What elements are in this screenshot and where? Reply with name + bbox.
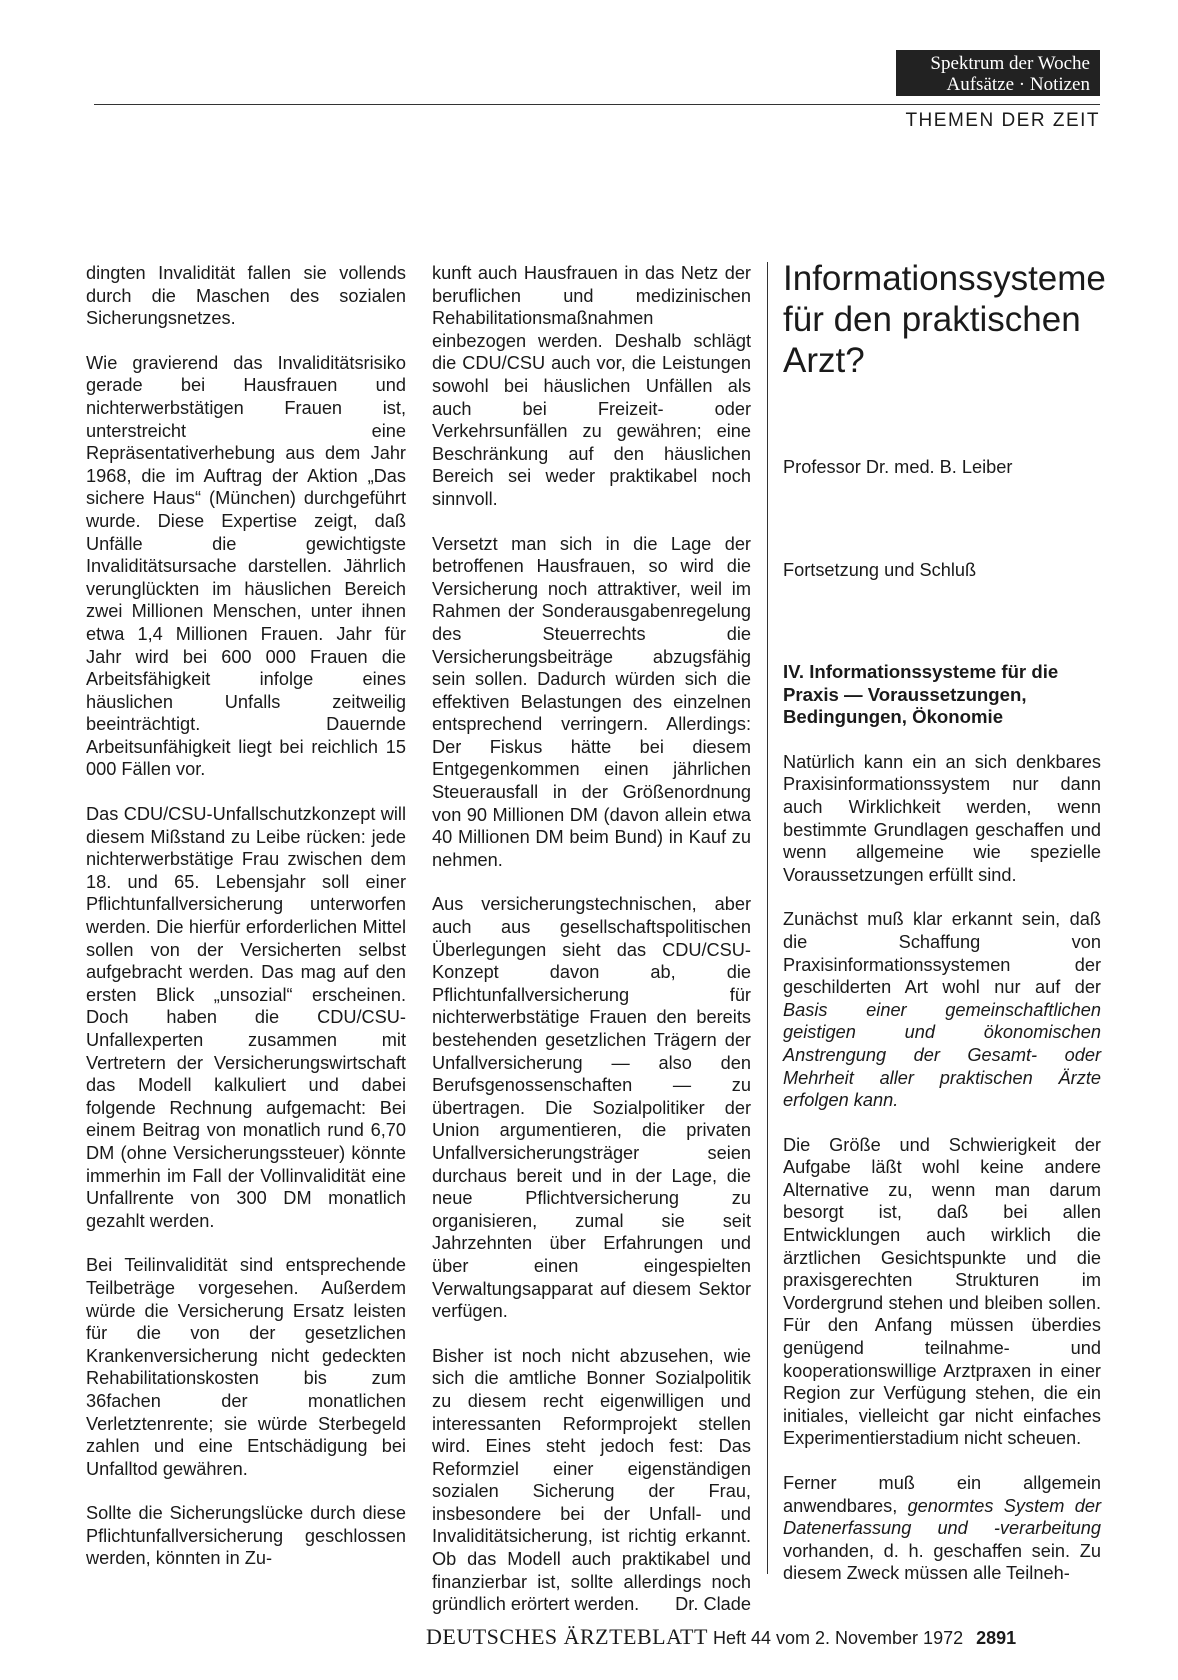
author-signature: Dr. Clade [675, 1594, 751, 1615]
paragraph: Sollte die Sicherungslücke durch diese Pflichtunfallversicherung geschlossen werden, könnten in Zu- [86, 1503, 406, 1569]
header-rule [94, 104, 1100, 105]
paragraph: Die Größe und Schwierigkeit der Aufgabe läßt wohl keine andere Alternative zu, wenn man darum besorgt ist, daß bei allen Entwicklungen auch wirklich die ärztlichen Gesichtspunkte und die praxisgerechten Strukturen im Vordergrund stehen und bleiben sollen. Für den Anfang müssen überdies genügend teilnahme- und kooperationswillige Arztpraxen in einer Region zur Verfügung stehen, die ein initiales, vielleicht gar nicht einfaches Experimentierstadium nicht scheuen. [783, 1134, 1101, 1449]
issue-info: Heft 44 vom 2. November 1972 [712, 1628, 964, 1648]
article-author: Professor Dr. med. B. Leiber [783, 457, 1013, 477]
column-1 [86, 262, 406, 1592]
continuation-note: Fortsetzung und Schluß [783, 560, 977, 580]
paragraph-text: Zunächst muß klar erkannt sein, daß die Schaffung von Praxisinformationssystemen der geschilderten Art wohl nur auf der [783, 909, 1101, 998]
page-footer [426, 1624, 1016, 1650]
paragraph: kunft auch Hausfrauen in das Netz der beruflichen und medizinischen Rehabilitationsmaßnahmen einbezogen werden. Deshalb schlägt die CDU/CSU auch vor, die Leistungen sowohl bei häuslichen Unfällen als auch bei Freizeit- oder Verkehrsunfällen zu gewähren; eine Beschränkung auf den häuslichen Bereich sei weder praktikabel noch sinnvoll. [432, 263, 751, 509]
paragraph-text: Bisher ist noch nicht abzusehen, wie sich die amtliche Bonner Sozialpolitik zu diesem recht eigenwilligen und interessanten Reformprojekt stellen wird. Eines steht jedoch fest: Das Reformziel einer eigenständigen sozialen Sicherung der Frau, insbesondere bei der Unfall- und Invaliditätsicherung, ist richtig erkannt. Ob das Modell auch praktikabel und finanzierbar ist, sollte allerdings noch gründlich erörtert werden. [432, 1345, 751, 1615]
column-divider [767, 262, 768, 1574]
paragraph: Versetzt man sich in die Lage der betroffenen Hausfrauen, so wird die Versicherung noch attraktiver, weil im Rahmen der Sonderausgabenregelung des Steuerrechts die Versicherungsbeiträge abzugsfähig sein sollen. Dadurch würden sich die effektiven Belastungen des einzelnen entsprechend verringern. Allerdings: Der Fiskus hätte bei diesem Entgegenkommen einen jährlichen Steuerausfall in der Größenordnung von 90 Millionen DM (davon allein etwa 40 Millionen DM beim Bund) in Kauf zu nehmen. [432, 533, 751, 870]
column-2 [432, 262, 751, 1638]
column-3 [783, 661, 1101, 1607]
section-title: THEMEN DER ZEIT [905, 110, 1100, 131]
emphasis-text: genormtes System der Datenerfassung und -verarbeitung [783, 1495, 1102, 1539]
paragraph [783, 908, 1101, 1111]
section-badge [896, 50, 1100, 96]
article-title: Informationssysteme für den praktischen Arzt? [783, 259, 1106, 380]
paragraph-text: vorhanden, d. h. geschaffen sein. Zu diesem Zweck müssen alle Teilneh- [783, 1540, 1101, 1584]
section-heading: IV. Informationssysteme für die Praxis — Voraussetzungen, Bedingungen, Ökonomie [783, 661, 1059, 728]
paragraph: Aus versicherungstechnischen, aber auch aus gesellschaftspolitischen Überlegungen sieht das CDU/CSU-Konzept davon ab, die Pflichtunfallversicherung für nichterwerbstätige Frauen den bereits bestehenden gesetzlichen Trägern der Unfallversicherung — also den Berufsgenossenschaften — zu übertragen. Die Sozialpolitiker der Union argumentieren, die privaten Unfallversicherungsträger seien durchaus bereit und in der Lage, die neue Pflichtversicherung zu organisieren, zumal sie seit Jahrzehnten über Erfahrungen und über einen eingespielten Verwaltungsapparat auf diesem Sektor verfügen. [432, 894, 751, 1322]
paragraph: dingten Invalidität fallen sie vollends durch die Maschen des sozialen Sicherungsnetzes. [86, 263, 406, 329]
paragraph: Das CDU/CSU-Unfallschutzkonzept will diesem Mißstand zu Leibe rücken: jede nichterwerbstätige Frau zwischen dem 18. und 65. Lebensjahr soll einer Pflichtunfallversicherung unterworfen werden. Die hierfür erforderlichen Mittel sollen von der Versicherten selbst aufgebracht werden. Das mag auf den ersten Blick „unsozial“ erscheinen. Doch haben die CDU/CSU-Unfallexperten zusammen mit Vertretern der Versicherungswirtschaft das Modell kalkuliert und dabei folgende Rechnung aufgemacht: Bei einem Beitrag von monatlich rund 6,70 DM (ohne Versicherungssteuer) könnte immerhin im Fall der Vollinvalidität eine Unfallrente von 300 DM monatlich gezahlt werden. [86, 804, 406, 1231]
emphasis-text: Basis einer gemeinschaftlichen geistigen und ökonomischen Anstrengung der Gesamt- oder Mehrheit aller praktischen Ärzte erfolgen kann. [783, 999, 1101, 1111]
paragraph [783, 1472, 1101, 1585]
paragraph: Wie gravierend das Invaliditätsrisiko gerade bei Hausfrauen und nichterwerbstätigen Frauen ist, unterstreicht eine Repräsentativerhebung aus dem Jahr 1968, die im Auftrag der Aktion „Das sichere Haus“ (München) durchgeführt wurde. Diese Expertise zeigt, daß Unfälle die gewichtigste Invaliditätsursache darstellen. Jährlich verunglückten im häuslichen Bereich zwei Millionen Menschen, unter ihnen etwa 1,4 Millionen Frauen. Jahr für Jahr wird bei 600 000 Frauen die Arbeitsfähigkeit infolge eines häuslichen Unfalls zeitweilig beeinträchtigt. Dauernde Arbeitsunfähigkeit liegt bei reichlich 15 000 Fällen vor. [86, 352, 406, 780]
paragraph-text: Ferner muß ein allgemein anwendbares, [783, 1473, 1101, 1516]
paragraph: Bei Teilinvalidität sind entsprechende Teilbeträge vorgesehen. Außerdem würde die Versicherung Ersatz leisten für die von der gesetzlichen Krankenversicherung nicht gedeckten Rehabilitationskosten bis zum 36fachen der monatlichen Verletztenrente; sie würde Sterbegeld zahlen und eine Entschädigung bei Unfalltod gewähren. [86, 1255, 406, 1479]
badge-line-1: Spektrum der Woche [930, 53, 1090, 74]
journal-name: DEUTSCHES ÄRZTEBLATT [426, 1624, 708, 1649]
paragraph: Natürlich kann ein an sich denkbares Praxisinformationssystem nur dann auch Wirklichkeit werden, wenn bestimmte Grundlagen geschaffen und wenn allgemeine wie spezielle Voraussetzungen erfüllt sind. [783, 751, 1101, 885]
page-number: 2891 [976, 1628, 1017, 1648]
paragraph [432, 1345, 751, 1616]
badge-line-2: Aufsätze · Notizen [946, 74, 1090, 95]
